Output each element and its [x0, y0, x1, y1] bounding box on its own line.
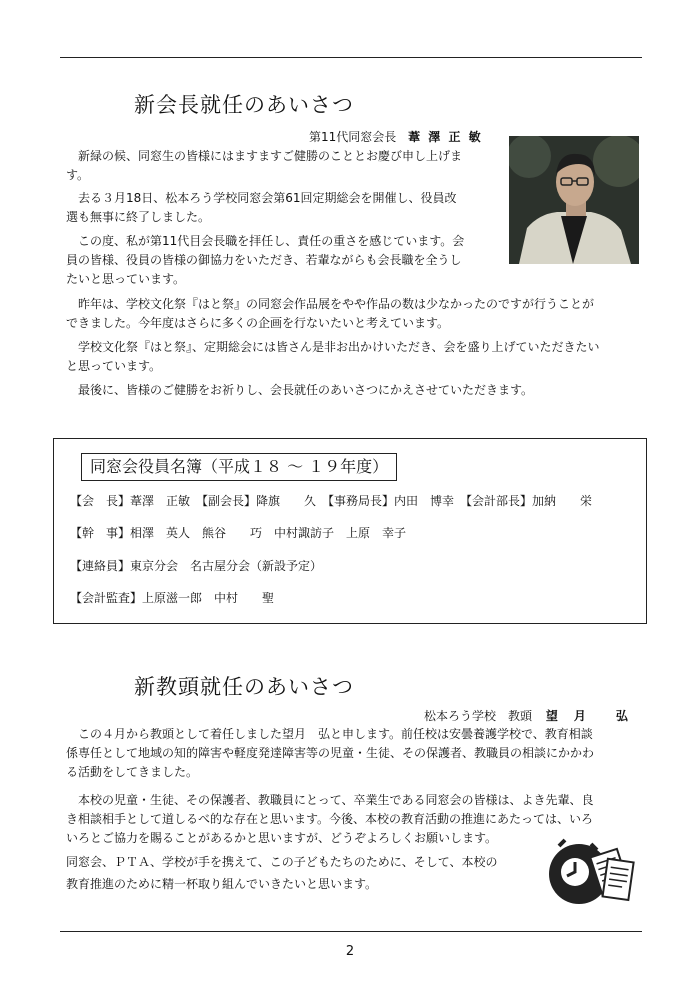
bottom-rule	[60, 931, 642, 932]
s1-line-9: できました。今年度はさらに多くの企画を行ないたいと考えています。	[66, 316, 450, 330]
s2-line-4: 本校の児童・生徒、その保護者、教職員にとって、卒業生である同窓会の皆様は、よき先輩、良	[66, 793, 594, 807]
s1-line-12: 最後に、皆様のご健勝をお祈りし、会長就任のあいさつにかえさせていただきます。	[66, 383, 534, 397]
s1-line-3: 去る３月18日、松本ろう学校同窓会第61回定期総会を開催し、役員改	[66, 191, 457, 205]
clock-papers-clipart	[545, 836, 637, 908]
s1-line-7: たいと思っています。	[66, 272, 186, 286]
s1-line-2: す。	[66, 168, 90, 182]
s1-line-6: 員の皆様、役員の皆様の御協力をいただき、若輩ながらも会長職を全うし	[66, 253, 462, 267]
page-number: 2	[345, 944, 355, 959]
president-photo	[509, 136, 639, 264]
s2-line-1: この４月から教頭として着任しました望月 弘と申します。前任校は安曇養護学校で、教育相談	[66, 727, 593, 741]
s2-line-2: 係専任として地域の知的障害や軽度発達障害等の児童・生徒、その保護者、教職員の相談にかかわ	[66, 746, 595, 760]
officers-row-2: 【幹 事】相澤 英人 熊谷 巧 中村諏訪子 上原 幸子	[70, 526, 407, 540]
s2-line-3: る活動をしてきました。	[66, 765, 199, 779]
s1-line-11: と思っています。	[66, 359, 162, 373]
section2-author	[424, 707, 630, 724]
section1-author-role: 第11代同窓会長	[309, 130, 397, 144]
section1-title: 新会長就任のあいさつ	[134, 93, 354, 117]
section2-author-name: 望 月 弘	[545, 709, 630, 723]
officers-title: 同窓会役員名簿（平成１８ ～ １９年度）	[81, 453, 397, 481]
officers-row-4: 【会計監査】上原滋一郎 中村 聖	[70, 591, 275, 605]
s2-line-8: 教育推進のために精一杯取り組んでいきたいと思います。	[66, 877, 378, 891]
section2-title: 新教頭就任のあいさつ	[134, 675, 354, 699]
s1-line-4: 選も無事に終了しました。	[66, 210, 211, 224]
s1-line-5: この度、私が第11代目会長職を拝任し、責任の重さを感じています。会	[66, 234, 465, 248]
section1-author-name: 葦 澤 正 敏	[408, 130, 483, 144]
section1-author	[309, 128, 483, 145]
s1-line-10: 学校文化祭『はと祭』、定期総会には皆さん是非お出かけいただき、会を盛り上げていただきたい	[66, 340, 600, 354]
s1-line-1: 新緑の候、同窓生の皆様にはますますご健勝のこととお慶び申し上げま	[66, 149, 463, 163]
s2-line-7: 同窓会、ＰＴＡ、学校が手を携えて、この子どもたちのために、そして、本校の	[66, 855, 498, 869]
section2-author-role: 松本ろう学校 教頭	[424, 709, 533, 723]
officers-row-1: 【会 長】葦澤 正敏 【副会長】降旗 久 【事務局長】内田 博幸 【会計部長】加納 栄	[70, 494, 593, 508]
officers-row-3: 【連絡員】東京分会 名古屋分会（新設予定）	[70, 559, 323, 573]
s2-line-5: き相談相手として道しるべ的な存在と思います。今後、本校の教育活動の推進にあたっては、いろ	[66, 812, 594, 826]
s2-line-6: いろとご協力を賜ることがあるかと思いますが、どうぞよろしくお願いします。	[66, 831, 498, 845]
s1-line-8: 昨年は、学校文化祭『はと祭』の同窓会作品展をやや作品の数は少なかったのですが行うことが	[66, 297, 595, 311]
top-rule	[60, 57, 642, 58]
